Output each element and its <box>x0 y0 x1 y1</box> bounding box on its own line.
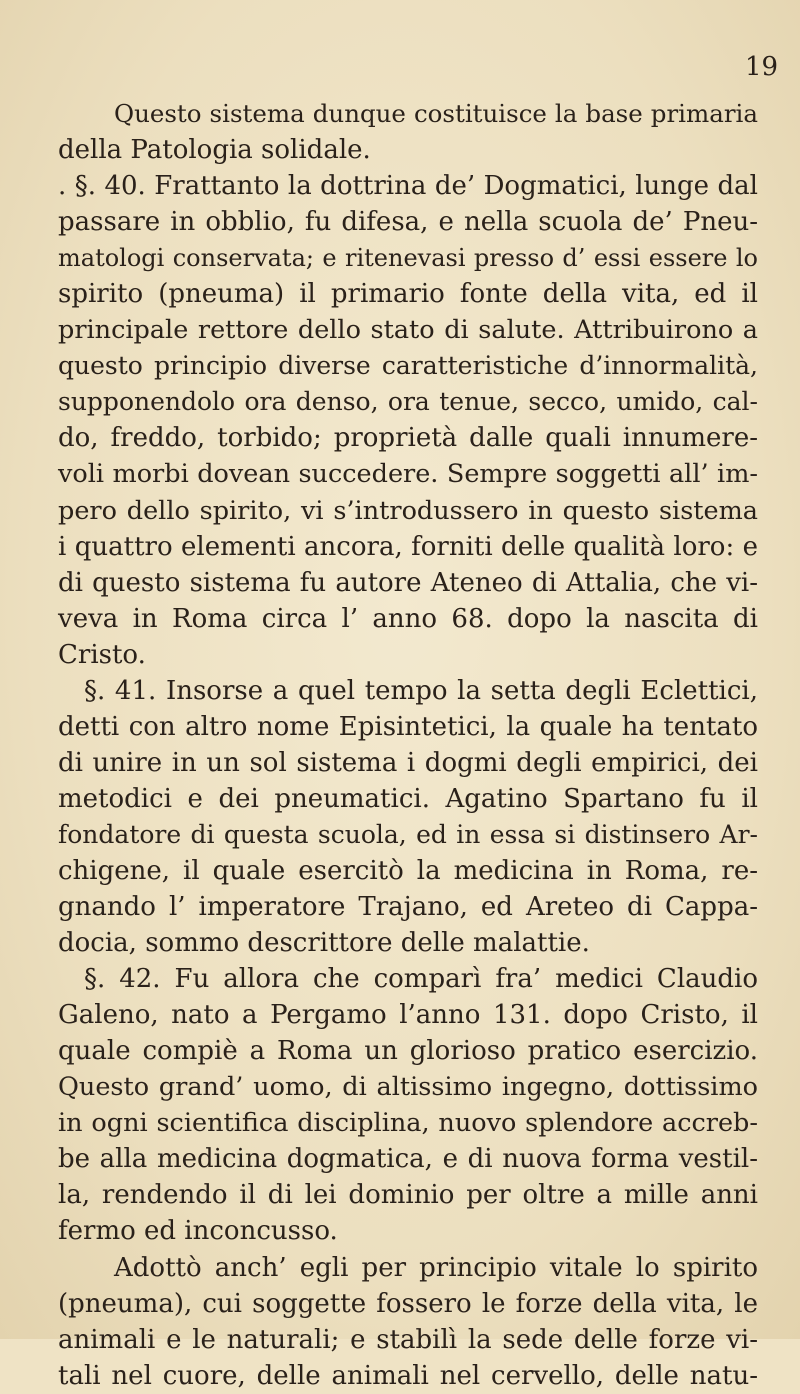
text-line: metodici e dei pneumatici. Agatino Spartano fu il <box>58 783 758 814</box>
text-line: Questo grand’ uomo, di altissimo ingegno, dottissimo <box>58 1072 758 1103</box>
text-line: detti con altro nome Episintetici, la quale ha tentato <box>58 711 758 742</box>
text-line: voli morbi dovean succedere. Sempre soggetti all’ im- <box>58 459 758 490</box>
text-line: §. 42. Fu allora che comparì fra’ medici Claudio <box>84 964 758 995</box>
text-line: chigene, il quale esercitò la medicina in Roma, re- <box>58 855 758 886</box>
text-line: i quattro elementi ancora, forniti delle qualità loro: e <box>58 531 758 562</box>
text-line: Adottò anch’ egli per principio vitale lo spirito <box>114 1252 758 1283</box>
text-line: tali nel cuore, delle animali nel cervello, delle natu- <box>58 1360 758 1391</box>
text-line: quale compiè a Roma un glorioso pratico esercizio. <box>58 1036 758 1067</box>
text-line: animali e le naturali; e stabilì la sede delle forze vi- <box>58 1324 758 1355</box>
text-line: (pneuma), cui soggette fossero le forze della vita, le <box>58 1288 758 1319</box>
text-line: la, rendendo il di lei dominio per oltre a mille anni <box>58 1180 758 1211</box>
page-number: 19 <box>745 52 779 82</box>
text-line: supponendolo ora denso, ora tenue, secco, umido, cal- <box>58 387 758 417</box>
text-line: gnando l’ imperatore Trajano, ed Areteo di Cappa- <box>58 892 758 923</box>
text-line: matologi conservata; e ritenevasi presso d’ essi essere lo <box>58 244 758 273</box>
text-line: di questo sistema fu autore Ateneo di Attalia, che vi- <box>58 567 758 598</box>
text-line: questo principio diverse caratteristiche d’innormalità, <box>58 351 758 381</box>
text-line: . §. 40. Frattanto la dottrina de’ Dogmatici, lunge dal <box>58 171 758 202</box>
text-line: fondatore di questa scuola, ed in essa si distinsero Ar- <box>58 819 758 849</box>
text-line: veva in Roma circa l’ anno 68. dopo la nascita di <box>58 603 758 634</box>
body-text <box>58 96 758 1394</box>
text-line: fermo ed inconcusso. <box>58 1216 338 1247</box>
text-line: do, freddo, torbido; proprietà dalle quali innumere- <box>58 423 758 454</box>
text-line: principale rettore dello stato di salute. Attribuirono a <box>58 315 758 346</box>
text-line: Cristo. <box>58 639 146 670</box>
text-line: pero dello spirito, vi s’introdussero in questo sistema <box>58 495 758 526</box>
text-line: §. 41. Insorse a quel tempo la setta degli Eclettici, <box>84 675 758 706</box>
text-line: in ogni scientifica disciplina, nuovo splendore accreb- <box>58 1108 758 1139</box>
text-line: Questo sistema dunque costituisce la base primaria <box>114 99 758 128</box>
text-line: be alla medicina dogmatica, e di nuova forma vestil- <box>58 1144 758 1175</box>
text-line: spirito (pneuma) il primario fonte della vita, ed il <box>58 279 758 310</box>
text-line: della Patologia solidale. <box>58 135 371 166</box>
text-line: passare in obblio, fu difesa, e nella scuola de’ Pneu- <box>58 207 758 238</box>
text-line: di unire in un sol sistema i dogmi degli empirici, dei <box>58 747 758 778</box>
text-line: Galeno, nato a Pergamo l’anno 131. dopo Cristo, il <box>58 1000 758 1031</box>
text-line: docia, sommo descrittore delle malattie. <box>58 928 590 959</box>
